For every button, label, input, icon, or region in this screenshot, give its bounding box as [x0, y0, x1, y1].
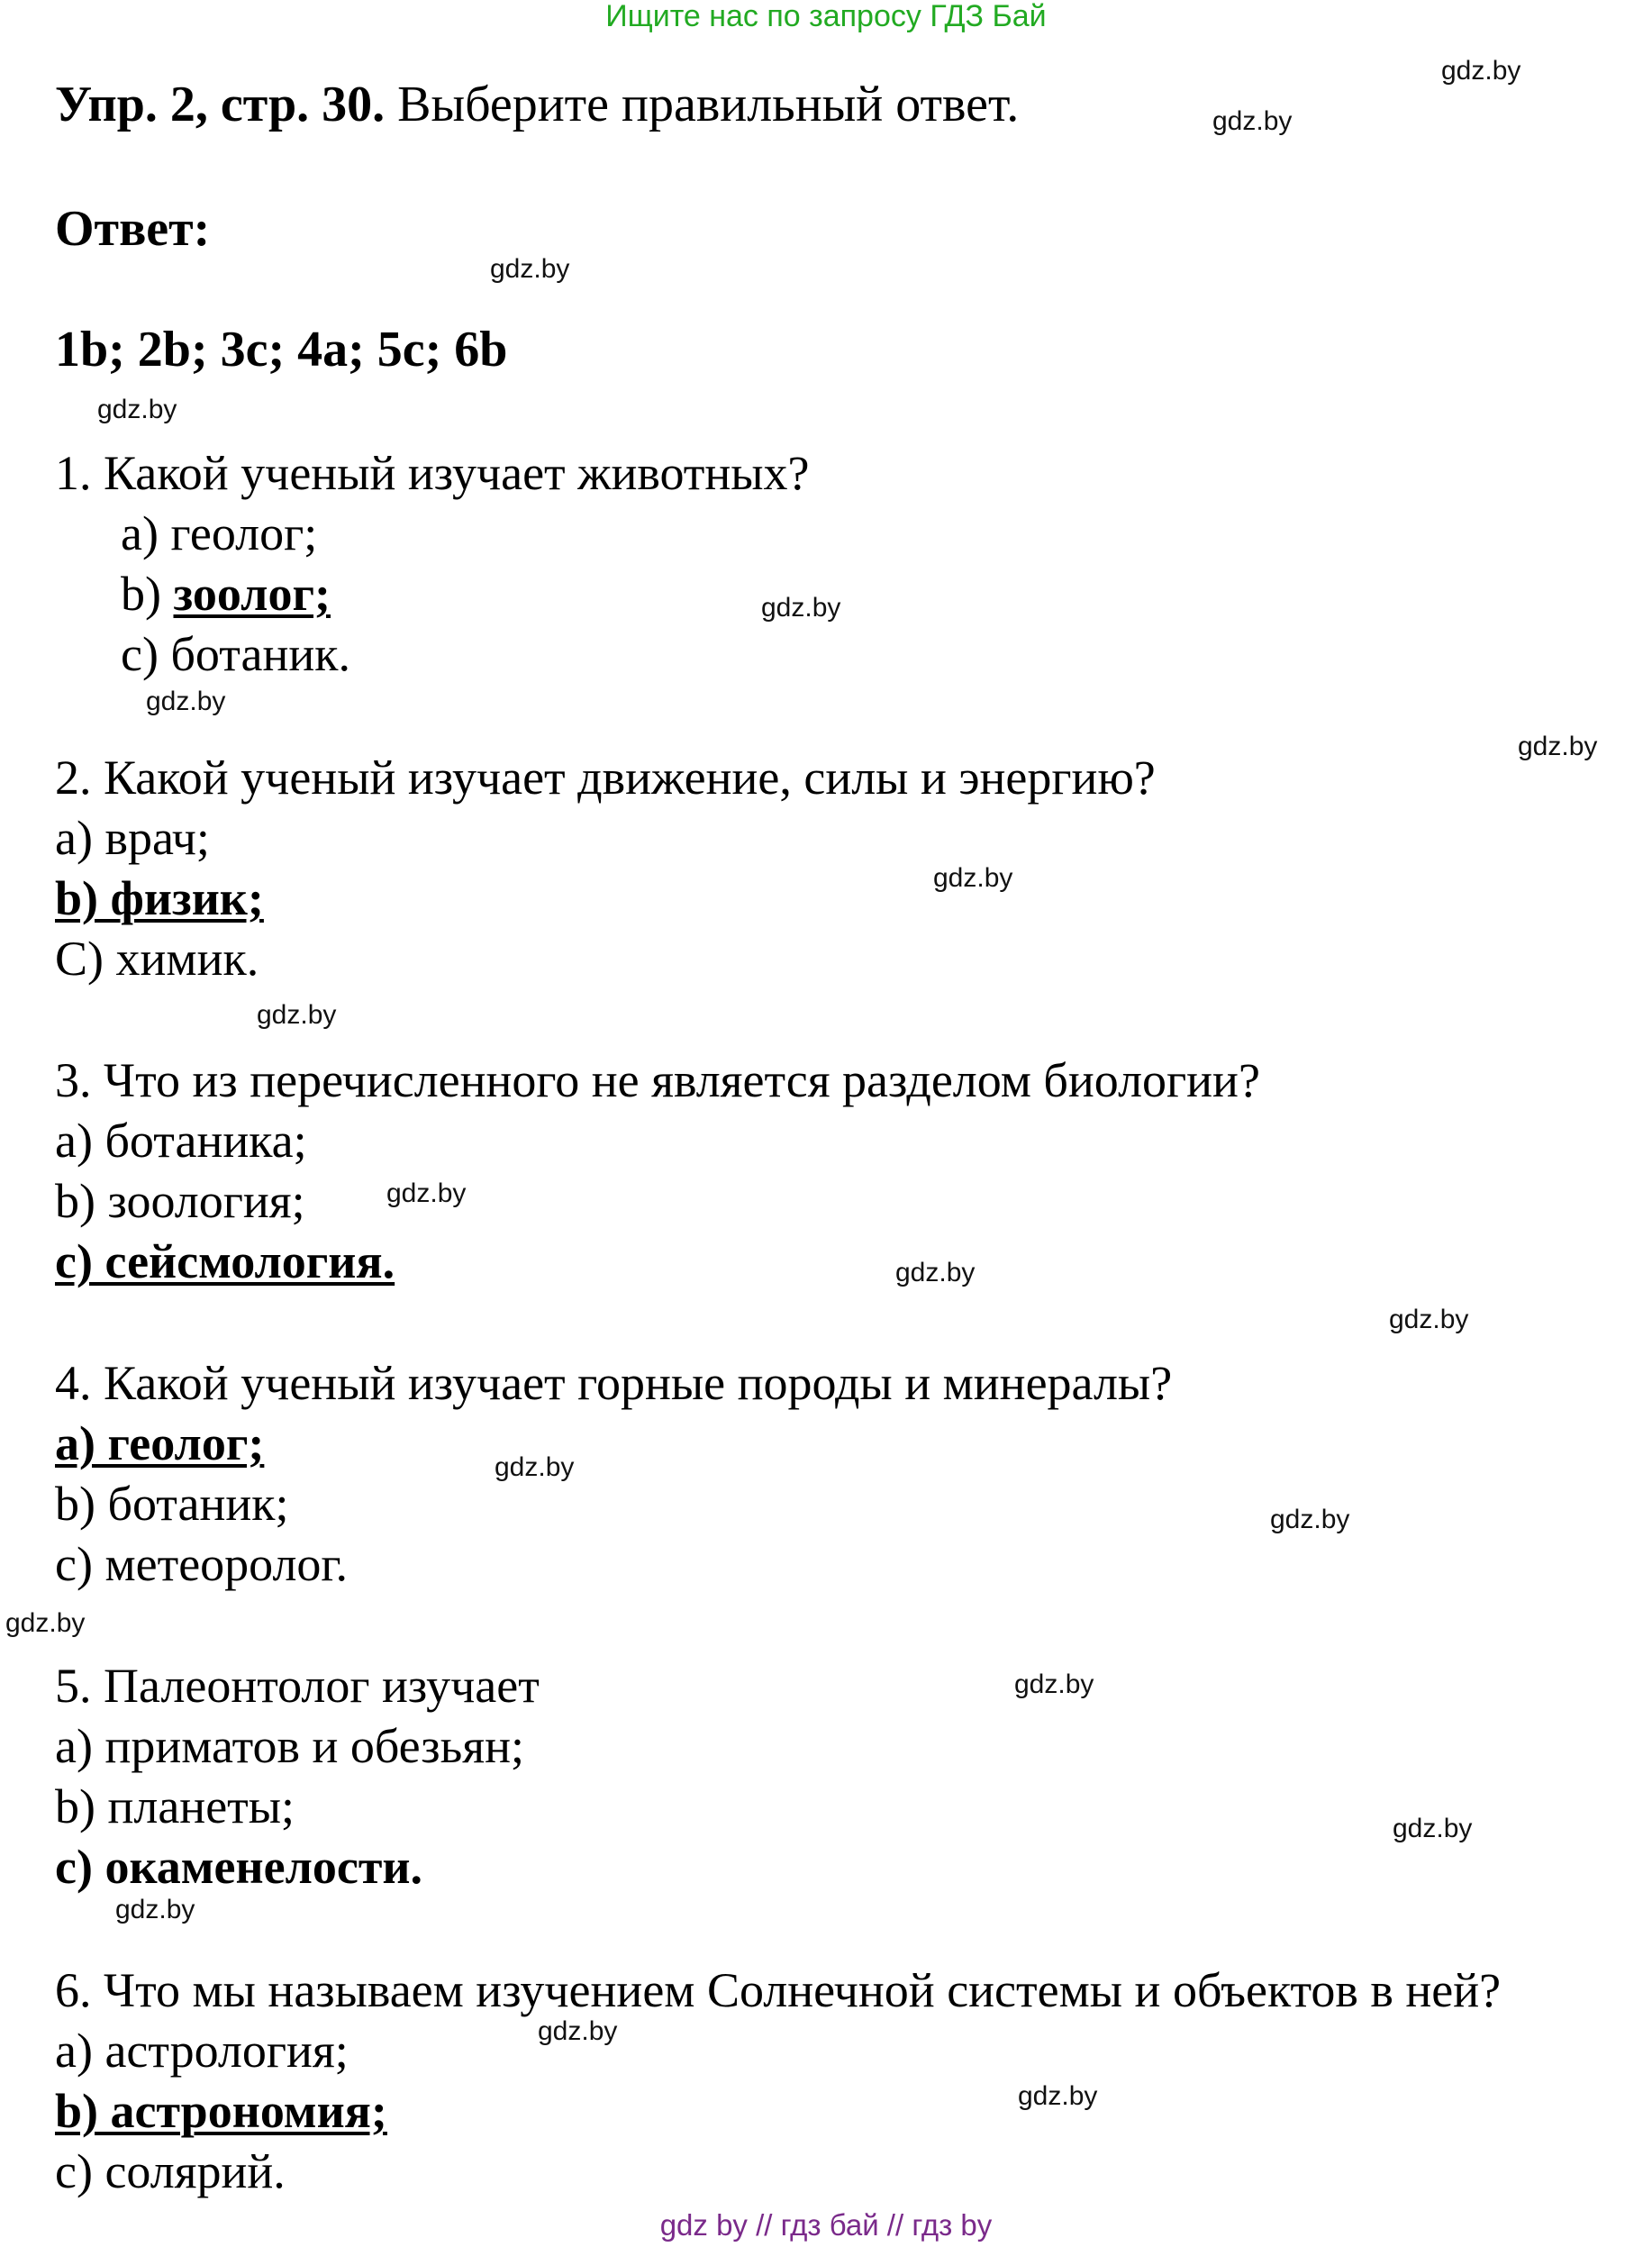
q2-option-c: С) химик. — [55, 932, 259, 986]
watermark: gdz.by — [97, 395, 177, 424]
watermark: gdz.by — [115, 1895, 195, 1924]
q5-option-a: a) приматов и обезьян; — [55, 1719, 524, 1773]
watermark: gdz.by — [5, 1608, 86, 1638]
q1-option-b-letter: b) — [121, 567, 174, 621]
q4-correct-answer: a) геолог; — [55, 1416, 265, 1470]
top-banner[interactable]: Ищите нас по запросу ГДЗ Бай — [605, 0, 1047, 33]
watermark: gdz.by — [761, 593, 841, 623]
q1-option-c: c) ботаник. — [121, 627, 350, 681]
q2-correct-answer: b) физик; — [55, 871, 264, 925]
footer-links[interactable]: gdz by // гдз бай // гдз by — [659, 2208, 993, 2242]
watermark: gdz.by — [538, 2016, 618, 2046]
watermark: gdz.by — [386, 1178, 467, 1208]
q3-option-a: a) ботаника; — [55, 1114, 307, 1168]
q5-correct-answer: c) окаменелости. — [55, 1840, 422, 1894]
exercise-instruction: Выберите правильный ответ. — [385, 77, 1020, 132]
watermark: gdz.by — [1518, 732, 1598, 761]
watermark: gdz.by — [1212, 106, 1293, 136]
question-2: 2. Какой ученый изучает движение, силы и энергию? — [55, 751, 1156, 805]
q6-correct-answer: b) астрономия; — [55, 2084, 387, 2138]
question-1: 1. Какой ученый изучает животных? — [55, 446, 810, 500]
watermark: gdz.by — [1389, 1305, 1469, 1334]
question-6: 6. Что мы называем изучением Солнечной системы и объектов в ней? — [55, 1963, 1502, 2017]
exercise-number: Упр. 2, стр. 30. — [55, 77, 386, 132]
exercise-heading — [55, 76, 1019, 133]
watermark: gdz.by — [257, 1000, 337, 1030]
answer-codes: 1b; 2b; 3c; 4a; 5c; 6b — [55, 322, 508, 378]
watermark: gdz.by — [1441, 56, 1521, 86]
watermark: gdz.by — [1018, 2081, 1098, 2111]
answer-label: Ответ: — [55, 201, 211, 257]
q3-option-b: b) зоология; — [55, 1174, 305, 1228]
watermark: gdz.by — [495, 1452, 575, 1482]
q1-option-a: a) геолог; — [121, 506, 318, 560]
q4-option-c: c) метеоролог. — [55, 1537, 348, 1591]
q6-option-a: a) астрология; — [55, 2024, 349, 2078]
q4-option-b: b) ботаник; — [55, 1477, 289, 1531]
q2-option-a: a) врач; — [55, 811, 210, 865]
watermark: gdz.by — [933, 863, 1013, 893]
watermark: gdz.by — [146, 687, 226, 716]
q1-option-b — [121, 566, 331, 622]
watermark: gdz.by — [1014, 1669, 1094, 1699]
q6-option-c: c) солярий. — [55, 2144, 286, 2198]
watermark: gdz.by — [1393, 1814, 1473, 1843]
question-3: 3. Что из перечисленного не является разделом биологии? — [55, 1053, 1260, 1107]
question-5: 5. Палеонтолог изучает — [55, 1659, 540, 1713]
question-4: 4. Какой ученый изучает горные породы и минералы? — [55, 1356, 1173, 1410]
q3-correct-answer: c) сейсмология. — [55, 1234, 395, 1288]
watermark: gdz.by — [490, 254, 570, 284]
q1-correct-answer: зоолог; — [173, 567, 331, 621]
q5-option-b: b) планеты; — [55, 1779, 295, 1833]
watermark: gdz.by — [895, 1258, 976, 1287]
watermark: gdz.by — [1270, 1505, 1350, 1534]
